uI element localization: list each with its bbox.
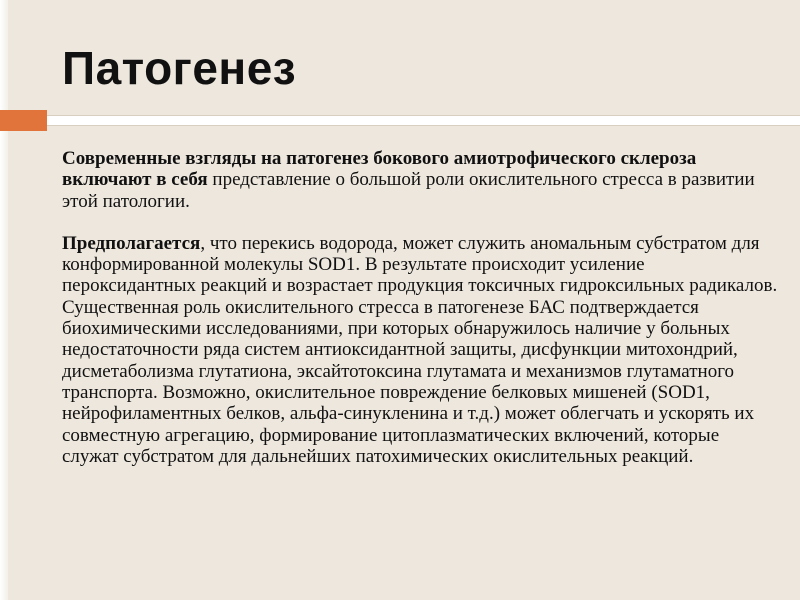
title-accent-block (0, 110, 47, 131)
slide-title: Патогенез (62, 42, 297, 94)
paragraph-2 (62, 233, 778, 467)
paragraph-2-text: , что перекись водорода, может служить аномальным субстратом для конформированной молекулы SOD1. В результате происходит усиление пероксидантных реакций и возрастает продукция токсичных гидроксильных радикалов. Существенная роль окислительного стресса в патогенезе БАС подтверждается биохимическими исследованиями, при которых обнаружилось наличие у больных недостаточности ряда систем антиоксидантной защиты, дисфункции митохондрий, дисметаболизма глутатиона, эксайтотоксина глутамата и механизмов глутаматного транспорта. Возможно, окислительное повреждение белковых мишеней (SOD1, нейрофиламентных белков, альфа-синукленина и т.д.) может облегчать и ускорять их совместную агрегацию, формирование цитоплазматических включений, которые служат субстратом для дальнейших патохимических окислительных реакций. (62, 232, 778, 467)
paragraph-1-bold: Современные взгляды на патогенез бокового амиотрофического склероза включают в себя (62, 148, 697, 191)
slide-body (62, 148, 778, 467)
paragraph-2-bold: Предполагается (62, 232, 201, 254)
paragraph-1-text: представление о большой роли окислительного стресса в развитии этой патологии. (62, 169, 755, 212)
paragraph-1 (62, 148, 778, 212)
title-divider-line (47, 115, 800, 126)
